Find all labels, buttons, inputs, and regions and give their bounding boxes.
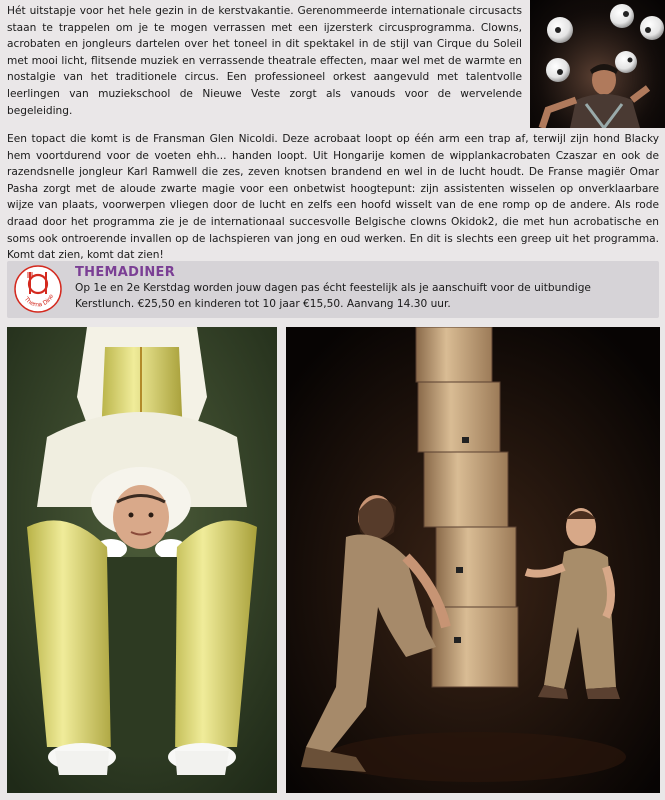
logo-text: Thema Dine	[22, 293, 56, 309]
juggler-photo	[530, 0, 665, 128]
themadiner-box	[7, 261, 659, 318]
body-paragraph: Een topact die komt is de Fransman Glen Nicoldi. Deze acrobaat loopt op één arm een trap af, terwijl zijn hond Blacky hem voortdurend voor de voeten ehh... handen loopt. Uit Hongarije komen de wipplankacrobaten Czaszar en ook de razendsnelle jongleur Karl Ramwell die zes, zeven knotsen brandend en wel in de lucht houdt. De Franse magiër Omar Pasha zorgt met de aloude zwarte magie voor een onbetwist hoogtepunt: zijn assistenten wisselen op onverklaarbare wijze van plaats, voorwerpen vliegen door de lucht en zelfs een hoofd wisselt van de ene romp op de andere. Als rode draad door het programma zie je de internationaal succesvolle Belgische clowns Okidok2, die met hun acrobatische en soms ook ontroerende invallen op de lachspieren van jong en oud werken. En dit is slechts een greep uit het programma. Komt dat zien, komt dat zien!	[7, 133, 659, 262]
clowns-boxes-photo	[286, 327, 660, 793]
themadiner-text: Op 1e en 2e Kerstdag worden jouw dagen pas écht feestelijk als je aanschuift voor de uitbundige Kerstlunch. €25,50 en kinderen tot 10 jaar €15,50. Aanvang 14.30 uur.	[75, 282, 591, 310]
thema-diner-logo-icon	[13, 264, 63, 314]
thema-diner-logo	[13, 264, 63, 314]
themadiner-title: THEMADINER	[75, 265, 176, 280]
magic-trick-photo	[7, 327, 277, 793]
intro-paragraph: Hét uitstapje voor het hele gezin in de kerstvakantie. Gerenommeerde internationale circusacts staan te trappelen om je te mogen verrassen met een ijzersterk circusprogramma. Clowns, acrobaten en jongleurs dartelen over het toneel in dit spektakel in de stijl van Cirque du Soleil met mooi licht, flitsende muziek en verrassende theatrale effecten, maar wel met de warmte en nostalgie van het traditionele circus. Een professioneel orkest aangevuld met talentvolle leerlingen van muziekschool de Nieuwe Veste zorgt als vanouds voor de wervelende begeleiding.	[7, 5, 522, 117]
clowns-boxes-illustration	[286, 327, 660, 793]
magic-trick-illustration	[7, 327, 277, 793]
juggler-illustration	[530, 0, 665, 128]
